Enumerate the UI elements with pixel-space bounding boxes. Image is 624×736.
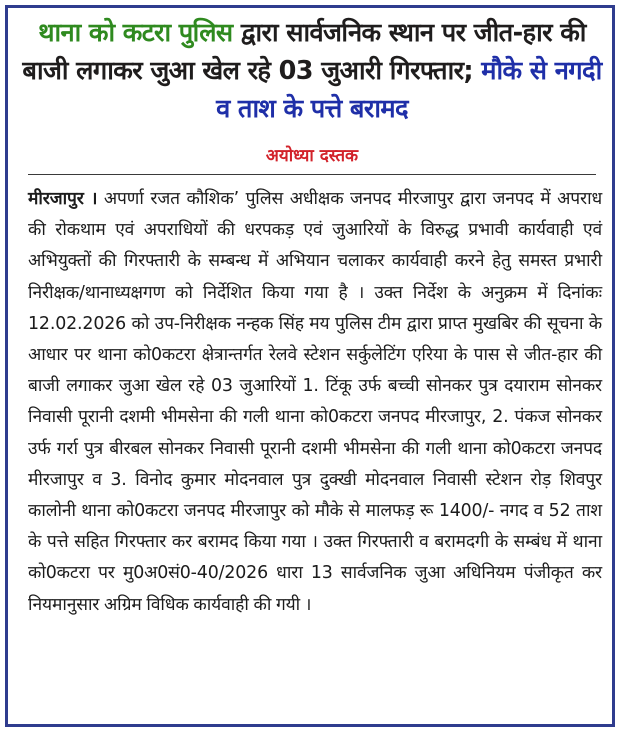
divider [28, 174, 596, 175]
headline-recovery: मौके से नगदी व ताश के पत्ते बरामद [216, 56, 602, 124]
byline-publication: अयोध्या दस्तक [265, 146, 359, 166]
article-text: अपर्णा रजत कौशिक’ पुलिस अधीक्षक जनपद मीरजापुर द्वारा जनपद में अपराध की रोकथाम एवं अपराधियों की धरपकड़ एवं जुआरियों के विरुद्ध प्रभावी कार्यवाही एवं अभियुक्तों की गिरफ्तारी के सम्बन्ध में अभियान चलाकर कार्यवाही करने हेतु समस्त प्रभारी निरीक्षक/थानाध्यक्षगण को निर्देशित किया गया है । उक्त निर्देश के अनुक्रम में दिनांकः 12.02.2026 को उप-निरीक्षक नन्हक सिंह मय पुलिस टीम द्वारा प्राप्त मुखबिर की सूचना के आधार पर थाना को0कटरा क्षेत्रान्तर्गत रेलवे स्टेशन सर्कुलेटिंग एरिया के पास से जीत-हार की बाजी लगाकर जुआ खेल रहे 03 जुआरियों 1. टिंकू उर्फ बच्ची सोनकर पुत्र दयाराम सोनकर निवासी पूरानी दशमी भीमसेना की गली थाना को0कटरा जनपद मीरजापुर, 2. पंकज सोनकर उर्फ गर्रा पुत्र बीरबल सोनकर निवासी पूरानी दशमी भीमसेना की गली थाना को0कटरा जनपद मीरजापुर व 3. विनोद कुमार मोदनवाल पुत्र दुक्खी मोदनवाल निवासी स्टेशन रोड़ शिवपुर कालोनी थाना को0कटरा जनपद मीरजापुर को मौके से मालफड़ रू 1400/- नगद व 52 ताश के पत्ते सहित गिरफ्तार कर बरामद किया गया । उक्त गिरफ्तारी व बरामदगी के सम्बंध में थाना को0कटरा पर मु0अ0सं0-40/2026 धारा 13 सार्वजनिक जुआ अधिनियम पंजीकृत कर नियमानुसार अग्रिम विधिक कार्यवाही की गयी । [28, 189, 602, 615]
headline [12, 14, 612, 128]
headline-main: द्वारा सार्वजनिक स्थान पर जीत-हार की बाजी लगाकर जुआ खेल रहे 03 जुआरी गिरफ्तार; [22, 18, 586, 86]
headline-police-station: थाना को कटरा पुलिस [38, 18, 233, 48]
dateline: मीरजापुर । [28, 189, 98, 209]
article-body [28, 184, 602, 621]
